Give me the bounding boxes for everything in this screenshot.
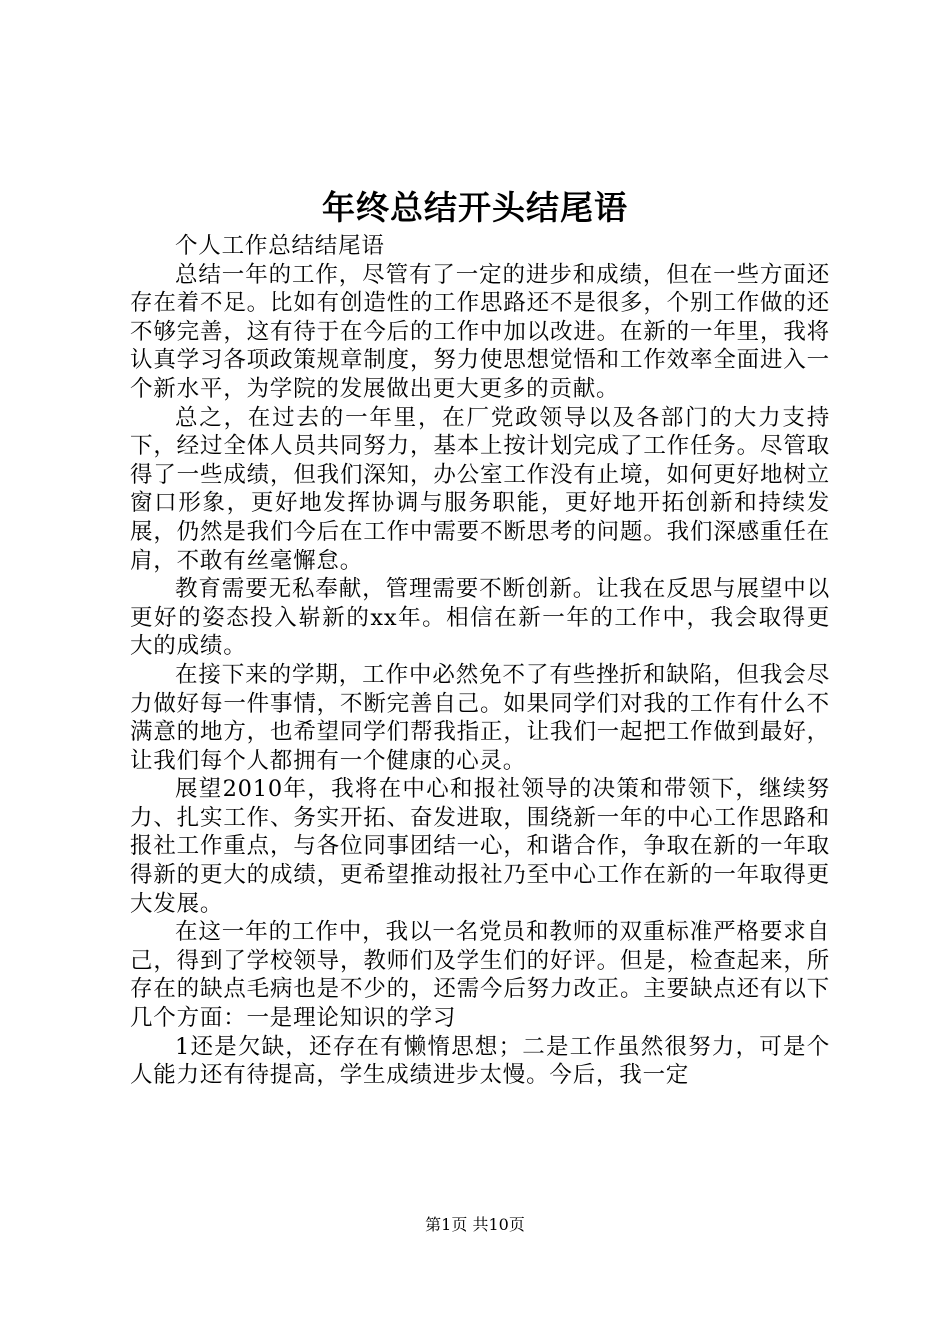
paragraph: 在接下来的学期，工作中必然免不了有些挫折和缺陷，但我会尽力做好每一件事情，不断完善自己。如果同学们对我的工作有什么不满意的地方，也希望同学们帮我指正，让我们一起把工作做到最好，让我们每个人都拥有一个健康的心灵。 [130, 661, 830, 774]
document-body [130, 232, 830, 1090]
paragraph: 总之，在过去的一年里，在厂党政领导以及各部门的大力支持下，经过全体人员共同努力，基本上按计划完成了工作任务。尽管取得了一些成绩，但我们深知，办公室工作没有止境，如何更好地树立窗口形象，更好地发挥协调与服务职能，更好地开拓创新和持续发展，仍然是我们今后在工作中需要不断思考的问题。我们深感重任在肩，不敢有丝毫懈怠。 [130, 404, 830, 574]
page-footer [0, 1214, 950, 1236]
page-number: 第1页 [425, 1215, 468, 1234]
paragraph: 教育需要无私奉献，管理需要不断创新。让我在反思与展望中以更好的姿态投入崭新的xx年。相信在新一年的工作中，我会取得更大的成绩。 [130, 576, 830, 660]
paragraph: 展望2010年，我将在中心和报社领导的决策和带领下，继续努力、扎实工作、务实开拓、奋发进取，围绕新一年的中心工作思路和报社工作重点，与各位同事团结一心，和谐合作，争取在新的一年取得新的更大的成绩，更希望推动报社乃至中心工作在新的一年取得更大发展。 [130, 776, 830, 917]
paragraph: 1还是欠缺，还存在有懒惰思想；二是工作虽然很努力，可是个人能力还有待提高，学生成绩进步太慢。今后，我一定 [130, 1033, 830, 1089]
document-title: 年终总结开头结尾语 [322, 188, 628, 227]
section-subtitle: 个人工作总结结尾语 [175, 233, 385, 259]
paragraph: 在这一年的工作中，我以一名党员和教师的双重标准严格要求自己，得到了学校领导，教师们及学生们的好评。但是，检查起来，所存在的缺点毛病也是不少的，还需今后努力改正。主要缺点还有以下几个方面：一是理论知识的学习 [130, 919, 830, 1032]
page-total: 共10页 [472, 1215, 525, 1234]
paragraph: 总结一年的工作，尽管有了一定的进步和成绩，但在一些方面还存在着不足。比如有创造性的工作思路还不是很多，个别工作做的还不够完善，这有待于在今后的工作中加以改进。在新的一年里，我将认真学习各项政策规章制度，努力使思想觉悟和工作效率全面进入一个新水平，为学院的发展做出更大更多的贡献。 [130, 261, 830, 402]
